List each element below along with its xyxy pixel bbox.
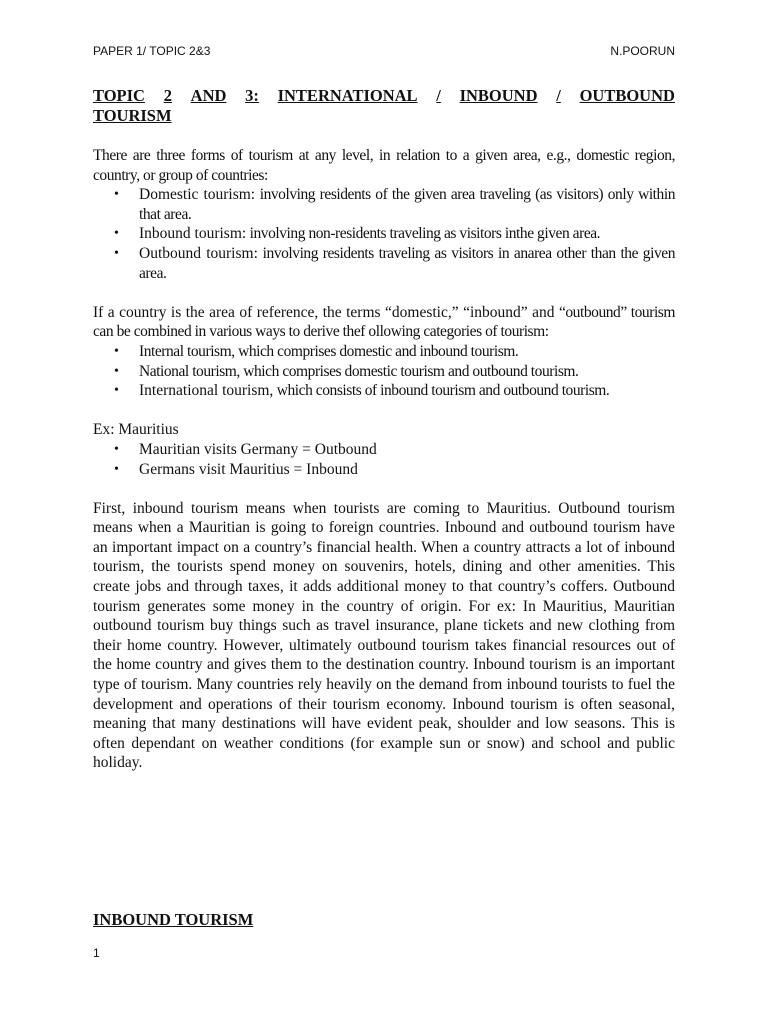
tourism-forms-list xyxy=(93,185,675,283)
bullet-icon: • xyxy=(114,441,119,457)
list-item-text: Mauritian visits Germany = Outbound xyxy=(139,440,377,458)
list-item xyxy=(114,185,675,224)
list-item-text: which consists of inbound tourism and outbound tourism. xyxy=(273,382,610,400)
document-body xyxy=(93,86,675,773)
title-word: OUTBOUND xyxy=(579,86,675,105)
list-item xyxy=(114,244,675,283)
title-line-1 xyxy=(93,86,675,106)
bullet-icon: • xyxy=(114,461,119,477)
tourism-categories-list xyxy=(93,342,675,401)
section-heading: INBOUND TOURISM xyxy=(93,910,254,929)
bullet-icon: • xyxy=(114,226,119,242)
title-word: 2 xyxy=(163,86,172,105)
header-left-text: PAPER 1/ TOPIC 2&3 xyxy=(93,44,211,58)
list-item xyxy=(114,224,675,244)
spacer xyxy=(93,401,675,421)
list-item xyxy=(114,460,675,480)
header-right-text: N.POORUN xyxy=(610,44,675,58)
list-item xyxy=(114,342,675,362)
list-item-term: Domestic tourism: xyxy=(139,186,256,204)
list-item-term: International tourism, xyxy=(139,382,274,400)
list-item-text: Germans visit Mauritius = Inbound xyxy=(139,460,358,478)
spacer xyxy=(93,479,675,499)
list-item xyxy=(114,381,675,401)
page-title xyxy=(93,86,675,126)
title-word: INTERNATIONAL xyxy=(277,86,418,105)
body-paragraph: First, inbound tourism means when tourists are coming to Mauritius. Outbound tourism means when a Mauritian is going to foreign countries. Inbound and outbound tourism have an important impact on a country’s financial health. When a country attracts a lot of inbound tourism, the tourists spend money on souvenirs, hotels, dining and other amenities. This create jobs and through taxes, it adds additional money to that country’s coffers. Outbound tourism generates some money in the country of origin. For ex: In Mauritius, Mauritian outbound tourism buy things such as travel insurance, plane tickets and new clothing from their home country. However, ultimately outbound tourism takes financial resources out of the home country and gives them to the destination country. Inbound tourism is an important type of tourism. Many countries rely heavily on the demand from inbound tourists to fuel the development and operations of their tourism economy. Inbound tourism is often seasonal, meaning that many destinations will have evident peak, shoulder and low seasons. This is often dependant on weather conditions (for example sun or snow) and school and public holiday. xyxy=(93,499,675,772)
list-item-text: involving residents traveling as visitors in anarea other than the given area. xyxy=(139,244,675,282)
list-item-text: involving residents of the given area traveling (as visitors) only within that area. xyxy=(139,186,675,223)
bullet-icon: • xyxy=(114,363,119,379)
list-item-text: National tourism, which comprises domestic tourism and outbound tourism. xyxy=(139,362,579,380)
list-item-term: Inbound tourism: xyxy=(139,225,247,243)
list-item-term: Outbound tourism: xyxy=(139,244,258,262)
categories-paragraph-start: If a country is the area of reference, the terms “domestic,” “inbound” and xyxy=(93,303,555,321)
page-header xyxy=(93,44,675,58)
title-word: AND xyxy=(190,86,227,105)
bullet-icon: • xyxy=(114,245,119,261)
title-word: 3: xyxy=(245,86,259,105)
list-item-text: involving non-residents traveling as visitors inthe given area. xyxy=(246,225,601,243)
example-label: Ex: Mauritius xyxy=(93,421,179,439)
intro-paragraph: There are three forms of tourism at any level, in relation to a given area, e.g., domestic region, country, or group of countries: xyxy=(93,147,675,184)
categories-paragraph-rest: “outbound” tourism can be combined in various ways to derive thef ollowing categories of tourism: xyxy=(93,303,675,341)
bullet-icon: • xyxy=(114,383,119,399)
list-item-text: Internal tourism, which comprises domestic and inbound tourism. xyxy=(139,342,519,360)
title-word: TOPIC xyxy=(93,86,145,105)
example-list xyxy=(93,440,675,479)
title-word: / xyxy=(556,86,561,105)
bullet-icon: • xyxy=(114,187,119,203)
spacer xyxy=(93,283,675,303)
categories-paragraph xyxy=(93,303,675,342)
title-line-2: TOURISM xyxy=(93,106,172,125)
list-item xyxy=(114,440,675,460)
title-word: / xyxy=(436,86,441,105)
bullet-icon: • xyxy=(114,343,119,359)
page-number: 1 xyxy=(93,946,100,960)
list-item xyxy=(114,362,675,382)
title-word: INBOUND xyxy=(459,86,538,105)
